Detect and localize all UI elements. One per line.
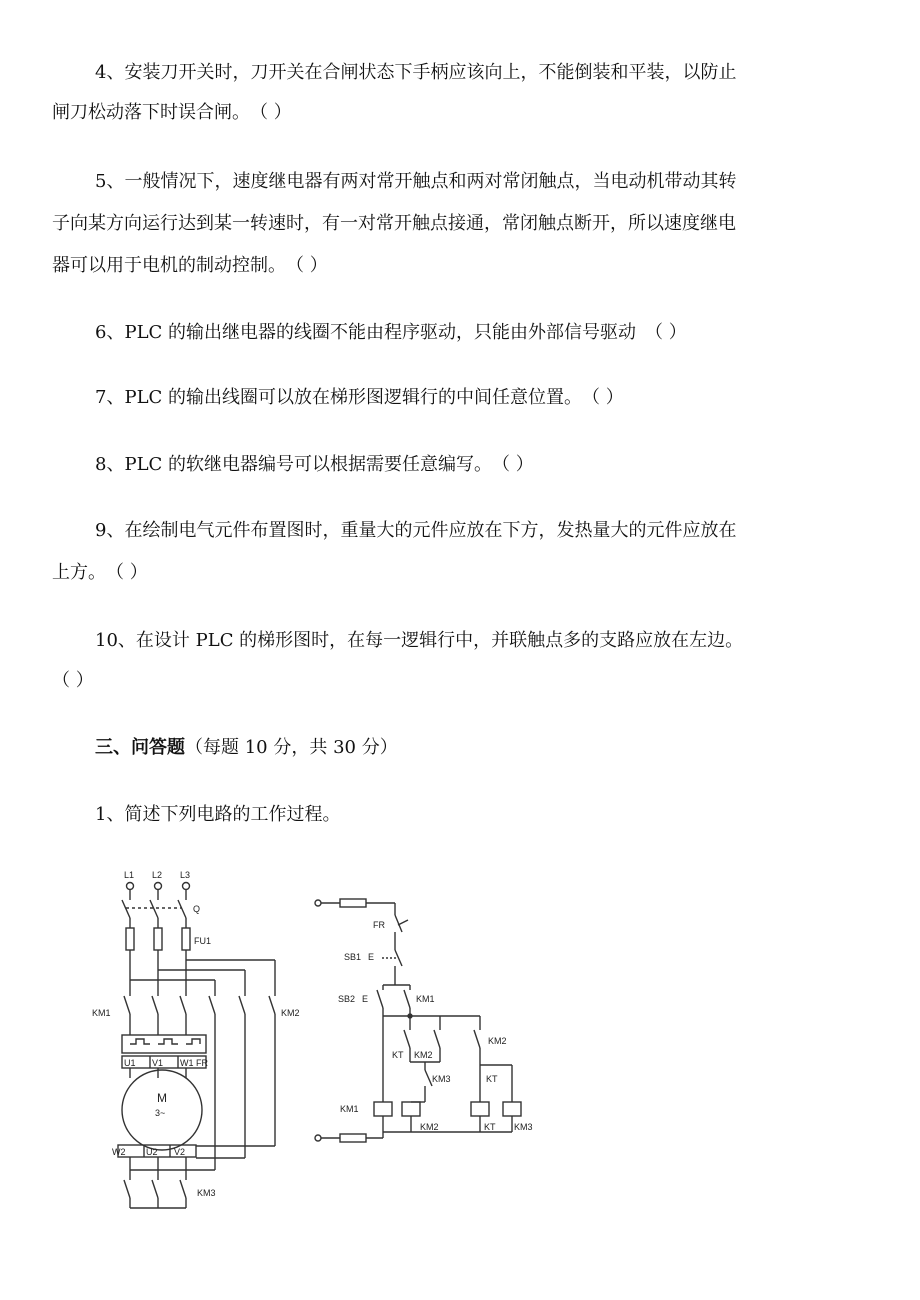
label-km1-coil: KM1 xyxy=(340,1104,359,1114)
q10-line1: 10、在设计 PLC 的梯形图时，在每一逻辑行中，并联触点多的支路应放在左边。 xyxy=(95,630,744,651)
label-v1: V1 xyxy=(152,1058,164,1068)
section-3-title: 三、问答题 xyxy=(95,737,185,758)
label-kt-contact: KT xyxy=(392,1050,404,1060)
control-fuse-bottom xyxy=(340,1134,366,1142)
label-q: Q xyxy=(193,904,201,914)
label-km2-contact: KM2 xyxy=(414,1050,433,1060)
label-sb2-e: E xyxy=(362,994,369,1004)
label-sb2: SB2 xyxy=(338,994,356,1004)
label-km2-right: KM2 xyxy=(488,1036,507,1046)
terminal-l2 xyxy=(155,883,162,890)
label-kt-coil: KT xyxy=(484,1122,496,1132)
label-motor: M xyxy=(157,1091,167,1105)
label-sb1-e: E xyxy=(368,952,375,962)
coil-km2 xyxy=(402,1102,420,1116)
label-w2: W2 xyxy=(112,1147,126,1157)
label-fr-control: FR xyxy=(373,920,385,930)
label-kt-right: KT xyxy=(486,1074,498,1084)
control-fuse-top xyxy=(340,899,366,907)
switch-q-blade-1 xyxy=(122,900,130,918)
label-km3-contact: KM3 xyxy=(432,1074,451,1084)
fuse-fu1-1 xyxy=(126,928,134,950)
section-3-note: （每题 10 分，共 30 分） xyxy=(185,737,398,758)
label-km3-coil: KM3 xyxy=(514,1122,533,1132)
q9-line1: 9、在绘制电气元件布置图时，重量大的元件应放在下方，发热量大的元件应放在 xyxy=(95,520,737,541)
label-u2: U2 xyxy=(146,1147,158,1157)
q8-line1: 8、PLC 的软继电器编号可以根据需要任意编写。 （ ） xyxy=(95,454,534,475)
section-3-heading xyxy=(95,735,398,761)
fuse-fu1-2 xyxy=(154,928,162,950)
fuse-fu1-3 xyxy=(182,928,190,950)
q7-line1: 7、PLC 的输出线圈可以放在梯形图逻辑行的中间任意位置。 （ ） xyxy=(95,387,624,408)
label-km2-main: KM2 xyxy=(281,1008,300,1018)
q4-line2: 闸刀松动落下时误合闸。 （ ） xyxy=(52,102,292,123)
terminal-l1 xyxy=(127,883,134,890)
switch-q-blade-2 xyxy=(150,900,158,918)
label-km1-main: KM1 xyxy=(92,1008,111,1018)
label-fr-main: FR xyxy=(196,1058,208,1068)
label-l3: L3 xyxy=(180,870,191,880)
label-sb1: SB1 xyxy=(344,952,362,962)
q9-line2: 上方。 （ ） xyxy=(52,562,148,583)
label-motor-phase: 3~ xyxy=(155,1108,166,1118)
q5-line3: 器可以用于电机的制动控制。 （ ） xyxy=(52,255,328,276)
coil-km3 xyxy=(503,1102,521,1116)
label-w1: W1 xyxy=(180,1058,194,1068)
label-l2: L2 xyxy=(152,870,163,880)
label-l1: L1 xyxy=(124,870,135,880)
label-v2: V2 xyxy=(174,1147,186,1157)
q5-line1: 5、一般情况下，速度继电器有两对常开触点和两对常闭触点，当电动机带动其转 xyxy=(95,171,737,192)
terminal-l3 xyxy=(183,883,190,890)
circuit-diagram xyxy=(0,840,600,1220)
coil-km1 xyxy=(374,1102,392,1116)
label-u1: U1 xyxy=(124,1058,136,1068)
label-km3-main: KM3 xyxy=(197,1188,216,1198)
switch-q-blade-3 xyxy=(178,900,186,918)
coil-kt xyxy=(471,1102,489,1116)
q10-line2: （ ） xyxy=(52,670,94,691)
q3-1-text: 1、简述下列电路的工作过程。 xyxy=(95,804,341,825)
q6-line1: 6、PLC 的输出继电器的线圈不能由程序驱动，只能由外部信号驱动 （ ） xyxy=(95,322,687,343)
label-km1-contact: KM1 xyxy=(416,994,435,1004)
q4-line1: 4、安装刀开关时，刀开关在合闸状态下手柄应该向上，不能倒装和平装，以防止 xyxy=(95,62,737,83)
q5-line2: 子向某方向运行达到某一转速时，有一对常开触点接通，常闭触点断开，所以速度继电 xyxy=(52,213,736,234)
label-fu1: FU1 xyxy=(194,936,212,946)
label-km2-coil: KM2 xyxy=(420,1122,439,1132)
